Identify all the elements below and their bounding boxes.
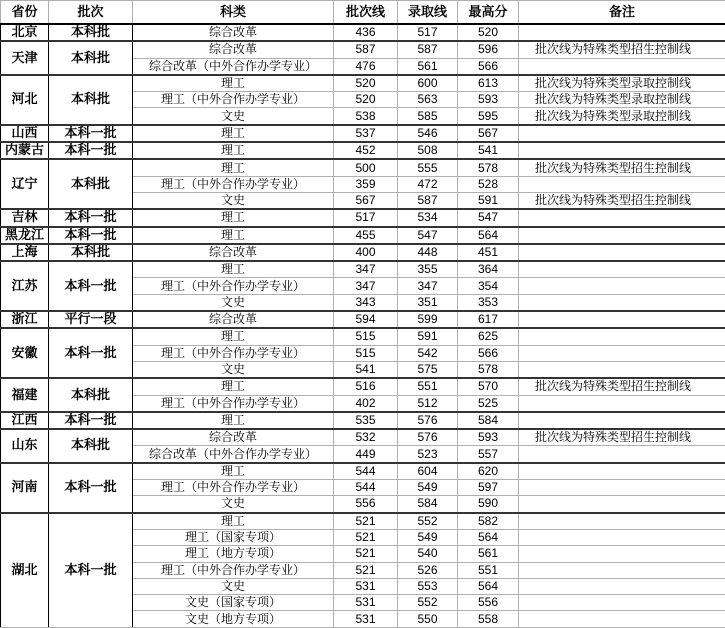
admission-line-cell: 472 [398,176,458,192]
max-score-cell: 566 [458,58,519,75]
batch-cell: 平行一段 [49,311,133,328]
batch-line-cell: 347 [334,261,398,278]
note-cell [519,595,725,611]
subject-cell: 理工（地方专项） [133,546,334,562]
header-batch-line: 批次线 [334,1,398,25]
header-admission-line: 录取线 [398,1,458,25]
note-cell: 批次线为特殊类型录取控制线 [519,108,725,125]
admission-line-cell: 547 [398,227,458,244]
admission-line-cell: 553 [398,578,458,594]
note-cell [519,328,725,345]
batch-line-cell: 541 [334,361,398,378]
subject-cell: 理工（中外合作办学专业） [133,278,334,294]
note-cell [519,227,725,244]
max-score-cell: 364 [458,261,519,278]
subject-cell: 理工 [133,378,334,395]
province-cell: 江苏 [1,261,49,311]
max-score-cell: 620 [458,463,519,480]
note-cell [519,311,725,328]
admission-line-cell: 549 [398,480,458,496]
table-row [1,125,725,142]
subject-cell: 理工 [133,125,334,142]
batch-line-cell: 538 [334,108,398,125]
batch-line-cell: 531 [334,611,398,627]
max-score-cell: 525 [458,395,519,412]
province-cell: 黑龙江 [1,227,49,244]
batch-line-cell: 521 [334,513,398,530]
note-cell [519,395,725,412]
note-cell [519,125,725,142]
table-row [1,261,725,278]
subject-cell: 理工（中外合作办学专业） [133,345,334,361]
province-cell: 内蒙古 [1,142,49,159]
batch-line-cell: 535 [334,412,398,429]
note-cell [519,345,725,361]
batch-line-cell: 544 [334,463,398,480]
batch-line-cell: 500 [334,159,398,176]
max-score-cell: 451 [458,244,519,261]
note-cell [519,278,725,294]
max-score-cell: 353 [458,294,519,311]
max-score-cell: 556 [458,595,519,611]
table-row [1,142,725,159]
note-cell [519,244,725,261]
max-score-cell: 547 [458,209,519,226]
max-score-cell: 625 [458,328,519,345]
batch-cell: 本科一批 [49,412,133,429]
subject-cell: 理工 [133,142,334,159]
note-cell: 批次线为特殊类型录取控制线 [519,75,725,92]
province-cell: 天津 [1,41,49,75]
note-cell [519,412,725,429]
note-cell: 批次线为特殊类型招生控制线 [519,41,725,58]
note-cell [519,463,725,480]
subject-cell: 理工（中外合作办学专业） [133,480,334,496]
max-score-cell: 584 [458,412,519,429]
subject-cell: 综合改革（中外合作办学专业） [133,446,334,463]
max-score-cell: 566 [458,345,519,361]
note-cell: 批次线为特殊类型招生控制线 [519,429,725,446]
table-row [1,244,725,261]
subject-cell: 文史（地方专项） [133,611,334,627]
table-row [1,463,725,480]
admission-line-cell: 540 [398,546,458,562]
batch-cell: 本科批 [49,75,133,125]
table-row [1,227,725,244]
admission-line-cell: 526 [398,562,458,578]
max-score-cell: 570 [458,378,519,395]
admission-line-cell: 604 [398,463,458,480]
subject-cell: 理工 [133,227,334,244]
max-score-cell: 593 [458,429,519,446]
admission-line-cell: 575 [398,361,458,378]
subject-cell: 综合改革 [133,429,334,446]
admission-line-cell: 587 [398,192,458,209]
note-cell [519,294,725,311]
admission-line-cell: 517 [398,24,458,41]
batch-line-cell: 521 [334,562,398,578]
admission-line-cell: 551 [398,378,458,395]
batch-cell: 本科批 [49,159,133,209]
subject-cell: 文史 [133,578,334,594]
note-cell [519,513,725,530]
admission-line-cell: 355 [398,261,458,278]
max-score-cell: 557 [458,446,519,463]
note-cell [519,446,725,463]
batch-line-cell: 359 [334,176,398,192]
note-cell [519,529,725,545]
max-score-cell: 528 [458,176,519,192]
province-cell: 北京 [1,24,49,41]
admission-line-cell: 563 [398,92,458,108]
max-score-cell: 561 [458,546,519,562]
batch-cell: 本科一批 [49,209,133,226]
batch-line-cell: 436 [334,24,398,41]
max-score-cell: 551 [458,562,519,578]
subject-cell: 文史 [133,496,334,513]
batch-line-cell: 517 [334,209,398,226]
note-cell [519,261,725,278]
max-score-cell: 564 [458,578,519,594]
header-max-score: 最高分 [458,1,519,25]
note-cell [519,361,725,378]
batch-cell: 本科批 [49,41,133,75]
table-row [1,429,725,446]
note-cell [519,24,725,41]
province-cell: 河北 [1,75,49,125]
note-cell [519,480,725,496]
batch-line-cell: 402 [334,395,398,412]
subject-cell: 理工 [133,328,334,345]
batch-line-cell: 455 [334,227,398,244]
subject-cell: 综合改革（中外合作办学专业） [133,58,334,75]
note-cell [519,578,725,594]
batch-line-cell: 515 [334,345,398,361]
admission-line-cell: 542 [398,345,458,361]
table-row [1,75,725,92]
table-body [1,24,725,627]
max-score-cell: 597 [458,480,519,496]
max-score-cell: 558 [458,611,519,627]
province-cell: 山西 [1,125,49,142]
table-row [1,513,725,530]
admission-line-cell: 599 [398,311,458,328]
batch-line-cell: 516 [334,378,398,395]
subject-cell: 理工 [133,261,334,278]
max-score-cell: 564 [458,227,519,244]
batch-cell: 本科批 [49,429,133,463]
max-score-cell: 578 [458,159,519,176]
batch-cell: 本科一批 [49,328,133,378]
batch-line-cell: 520 [334,75,398,92]
table-row [1,159,725,176]
batch-line-cell: 449 [334,446,398,463]
batch-line-cell: 452 [334,142,398,159]
subject-cell: 理工（中外合作办学专业） [133,176,334,192]
batch-line-cell: 532 [334,429,398,446]
admission-line-cell: 549 [398,529,458,545]
note-cell [519,209,725,226]
header-row [1,1,725,25]
batch-line-cell: 400 [334,244,398,261]
batch-cell: 本科批 [49,244,133,261]
admission-line-cell: 587 [398,41,458,58]
subject-cell: 文史 [133,294,334,311]
max-score-cell: 520 [458,24,519,41]
subject-cell: 理工 [133,513,334,530]
batch-line-cell: 343 [334,294,398,311]
province-cell: 吉林 [1,209,49,226]
admission-line-cell: 550 [398,611,458,627]
batch-line-cell: 521 [334,546,398,562]
batch-line-cell: 515 [334,328,398,345]
batch-line-cell: 594 [334,311,398,328]
max-score-cell: 541 [458,142,519,159]
batch-cell: 本科一批 [49,513,133,628]
max-score-cell: 613 [458,75,519,92]
subject-cell: 综合改革 [133,41,334,58]
batch-line-cell: 567 [334,192,398,209]
batch-cell: 本科一批 [49,227,133,244]
max-score-cell: 582 [458,513,519,530]
province-cell: 浙江 [1,311,49,328]
header-subject: 科类 [133,1,334,25]
province-cell: 湖北 [1,513,49,628]
subject-cell: 理工 [133,209,334,226]
subject-cell: 理工 [133,75,334,92]
subject-cell: 文史（国家专项） [133,595,334,611]
subject-cell: 理工 [133,159,334,176]
batch-cell: 本科一批 [49,142,133,159]
admission-line-cell: 523 [398,446,458,463]
admission-line-cell: 534 [398,209,458,226]
note-cell [519,176,725,192]
subject-cell: 文史 [133,361,334,378]
batch-line-cell: 544 [334,480,398,496]
batch-cell: 本科一批 [49,261,133,311]
subject-cell: 综合改革 [133,24,334,41]
note-cell: 批次线为特殊类型招生控制线 [519,159,725,176]
header-batch: 批次 [49,1,133,25]
batch-line-cell: 347 [334,278,398,294]
admission-line-cell: 585 [398,108,458,125]
province-cell: 安徽 [1,328,49,378]
batch-line-cell: 531 [334,578,398,594]
admission-line-cell: 512 [398,395,458,412]
table-row [1,412,725,429]
batch-cell: 本科一批 [49,125,133,142]
table-row [1,311,725,328]
batch-line-cell: 537 [334,125,398,142]
max-score-cell: 591 [458,192,519,209]
max-score-cell: 564 [458,529,519,545]
note-cell [519,142,725,159]
admission-line-cell: 546 [398,125,458,142]
admission-line-cell: 448 [398,244,458,261]
table-row [1,328,725,345]
batch-cell: 本科一批 [49,463,133,513]
batch-line-cell: 476 [334,58,398,75]
note-cell: 批次线为特殊类型录取控制线 [519,92,725,108]
province-cell: 上海 [1,244,49,261]
province-cell: 江西 [1,412,49,429]
max-score-cell: 617 [458,311,519,328]
subject-cell: 理工 [133,412,334,429]
subject-cell: 综合改革 [133,244,334,261]
subject-cell: 文史 [133,192,334,209]
admission-line-cell: 555 [398,159,458,176]
subject-cell: 理工（中外合作办学专业） [133,92,334,108]
admission-line-cell: 576 [398,429,458,446]
admission-line-cell: 552 [398,513,458,530]
subject-cell: 综合改革 [133,311,334,328]
admission-line-cell: 576 [398,412,458,429]
max-score-cell: 595 [458,108,519,125]
table-row [1,378,725,395]
province-cell: 辽宁 [1,159,49,209]
batch-line-cell: 521 [334,529,398,545]
max-score-cell: 593 [458,92,519,108]
subject-cell: 理工 [133,463,334,480]
admission-line-cell: 351 [398,294,458,311]
province-cell: 山东 [1,429,49,463]
admission-line-cell: 508 [398,142,458,159]
header-province: 省份 [1,1,49,25]
admission-line-cell: 561 [398,58,458,75]
province-cell: 福建 [1,378,49,412]
admission-line-cell: 584 [398,496,458,513]
subject-cell: 理工（国家专项） [133,529,334,545]
admission-line-cell: 591 [398,328,458,345]
batch-line-cell: 556 [334,496,398,513]
subject-cell: 理工（中外合作办学专业） [133,395,334,412]
province-cell: 河南 [1,463,49,513]
note-cell [519,562,725,578]
note-cell [519,611,725,627]
admission-line-cell: 347 [398,278,458,294]
max-score-cell: 567 [458,125,519,142]
note-cell: 批次线为特殊类型招生控制线 [519,378,725,395]
note-cell [519,546,725,562]
max-score-cell: 354 [458,278,519,294]
admission-line-cell: 552 [398,595,458,611]
batch-line-cell: 531 [334,595,398,611]
subject-cell: 文史 [133,108,334,125]
admission-line-cell: 600 [398,75,458,92]
table-row [1,41,725,58]
max-score-cell: 578 [458,361,519,378]
max-score-cell: 590 [458,496,519,513]
batch-cell: 本科批 [49,378,133,412]
batch-cell: 本科批 [49,24,133,41]
note-cell [519,496,725,513]
header-note: 备注 [519,1,725,25]
note-cell: 批次线为特殊类型招生控制线 [519,192,725,209]
batch-line-cell: 587 [334,41,398,58]
table-row [1,24,725,41]
max-score-cell: 596 [458,41,519,58]
batch-line-cell: 520 [334,92,398,108]
note-cell [519,58,725,75]
table-row [1,209,725,226]
subject-cell: 理工（中外合作办学专业） [133,562,334,578]
